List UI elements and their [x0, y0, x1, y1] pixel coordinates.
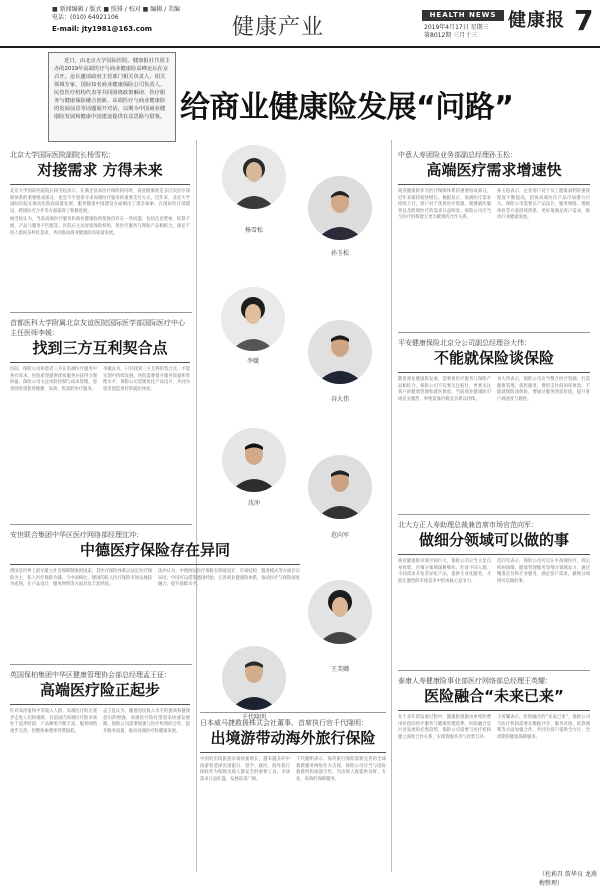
portrait-yang — [222, 145, 286, 209]
portrait-sun — [308, 176, 372, 240]
main-headline: 给商业健康险发展“问路” — [180, 90, 514, 125]
column-divider-right — [391, 140, 392, 872]
portrait-qian — [222, 646, 286, 710]
page-header — [0, 0, 600, 48]
article-columns — [10, 367, 190, 393]
section-divider — [398, 332, 590, 333]
intro-text: 近日，由北京大学国际医院、健康报社共同主办的2019年高端医疗与商业健康险高峰论坛在京召开。论坛邀请政府主管部门相关负责人、相关领域专家、国际知名商业健康保险公司负责人、民营医疗机构代表等共同围绕政策解读、医疗服务与健康保险融合创新、高端医疗与商业健康险的发展前景等话题展开对话，以期为中国商业健康险发展和健康中国建设提供有益思路与借鉴。 — [54, 58, 170, 120]
article-columns — [398, 377, 590, 403]
title-rule — [10, 564, 300, 565]
article-body: 随着商业健康险发展，需要将医疗服务与保险产品相结合。保险公司不仅要关注赔付，更要关注客户的健康管理和就医体验。当前商业健康险市场竞争激烈，单纯依靠价格竞争难以持续。 — [398, 377, 491, 402]
section-divider — [200, 712, 386, 713]
article-columns — [10, 569, 300, 589]
date-text: 2019年4月17日 星期三 — [424, 24, 489, 31]
article-body: 千代隆明表示，海外旅行保险需要完善的全球救援服务网络作为支撑，保险公司应当与国际救援机构加强合作，为出境人群提供及时、专业、高效的保障服务。 — [296, 757, 386, 782]
title-rule — [398, 710, 590, 711]
article-body: 孙玉松表示，企业客户对于员工健康福利的重视程度不断提高，团体高端医疗产品市场潜力巨大。保险公司需要在产品设计、服务网络、理赔体验等方面持续创新，更好地满足客户需求，推动行业健康发展。 — [497, 189, 590, 221]
article-li — [10, 318, 190, 393]
title-rule — [10, 362, 190, 363]
portrait-gu — [308, 320, 372, 384]
article-subhead: 首都医科大学附属北京友谊医院国际医学部国际医疗中心主任医师李媛： — [10, 319, 185, 337]
article-wang — [398, 676, 590, 741]
article-body-cont: 杨雪松认为，当前高端医疗服务和商业健康险的衔接仍存在一些问题，包括信息壁垒、结算不便、产品与服务不匹配等。医院应主动对接保险机构，将医疗服务与保险产品相结合，满足不同人群的多样化需求，共同推动商业健康险高质量发展。 — [10, 217, 190, 236]
article-body: 在十多年的发展过程中，健康险逐渐由单纯的费用补偿向医疗服务与健康管理延伸。医险融合是行业发展的必然趋势，保险公司需要与医疗机构建立深度合作关系，实现资源共享与优势互补。 — [398, 715, 491, 740]
caption-wang-meng: 王美卿 — [330, 666, 349, 673]
article-body: 王英耀表示，医险融合的“未来已来”，保险公司与医疗机构需要在数据共享、服务对接、结算便利等方面加强合作，共同为客户提供全方位、全周期的健康保障服务。 — [497, 715, 590, 740]
title-rule — [10, 184, 190, 185]
intro-box — [48, 52, 176, 142]
article-body: 北京大学国际医院院长杨雪松表示，在满足基本医疗保险的同时，商业健康险是多层次医疗保障体系的重要组成部分，也是不少患者寻求高端医疗服务的重要支付方式。近年来，北京大学国际医院在推动医院高质量发展、服务健康中国建设方面做出了诸多探索，在国际医疗部建设、跨国医疗合作等方面取得了积极进展。 — [10, 189, 190, 214]
section-divider — [10, 664, 192, 665]
article-body: 商业健康险市场空间巨大，保险公司应当立足自身优势，在细分领域深耕细作。针对不同人群、不同需求开发差异化产品，提供专业化服务，才能在激烈的市场竞争中形成核心竞争力。 — [398, 559, 491, 584]
article-subhead: 平安健康保险北京分公司副总经理谷大伟： — [398, 339, 531, 347]
issue-date — [424, 24, 489, 40]
article-meng — [10, 670, 190, 735]
article-body: 谷大伟表示，保险公司应当整合医疗资源，打造健康管理、就医服务、费用支付的闭环体验，不能就保险谈保险，要通过服务创造价值，提升客户满意度与黏性。 — [497, 377, 590, 402]
article-title: 不能就保险谈保险 — [433, 349, 554, 367]
article-title: 出境游带动海外旅行保险 — [210, 729, 376, 747]
article-subhead: 泰康人寿健康险事业部医疗网络部总经理王英耀： — [398, 677, 552, 685]
newspaper-name: 健康报 — [508, 10, 565, 31]
portrait-fan — [308, 455, 372, 519]
column-divider-left — [196, 140, 197, 872]
article-body: 德国是世界上最早建立社会保障制度的国家，其医疗保险体系以法定医疗保险为主、私人医疗保险为辅。与中国相比，德国的私人医疗保险市场发展较为成熟，在产品设计、服务网络等方面具有丰富经验。 — [10, 569, 152, 588]
issue-text: 第8012期 三月十三 — [424, 32, 478, 39]
caption-gu: 谷大伟 — [330, 396, 349, 403]
article-gu — [398, 338, 590, 403]
caption-qian: 千代隆明 — [241, 714, 266, 721]
caption-sun: 孙玉松 — [330, 250, 349, 257]
article-sun — [398, 150, 590, 222]
article-title: 高端医疗需求增速快 — [426, 161, 562, 179]
article-title: 找到三方互利契合点 — [32, 339, 168, 357]
header-editors: ■ 新闻编辑 / 版式 ■ 照排 / 校对 ■ 编辑 / 美编 — [52, 6, 181, 13]
caption-yang: 杨雪松 — [244, 227, 263, 234]
article-title: 医险融合“未来已来” — [424, 687, 564, 705]
article-subhead: 中意人寿团险业务部副总经理孙玉松： — [398, 151, 517, 159]
brand-english-label: HEALTH NEWS — [422, 10, 504, 21]
article-title: 中德医疗保险存在异同 — [79, 541, 230, 559]
caption-shen: 沈冲 — [247, 500, 260, 507]
article-columns — [398, 559, 590, 585]
article-body: 孟王征认为，随着居民收入水平的提高和健康意识的增强，高端医疗险有望迎来快速发展期。保险公司需要加强与医疗机构的合作，提升服务质量，推动高端医疗险健康发展。 — [103, 709, 190, 734]
title-rule — [398, 554, 590, 555]
editor-note: （杜莉召 詹华良 龙燕梅整理） — [539, 871, 597, 886]
article-body: 中国的出境旅游市场快速增长，越来越多的中国游客选择出国旅行、留学、就医。海外旅行保险作为保障出境人群安全的重要工具，市场需求日益旺盛，发展前景广阔。 — [200, 757, 290, 782]
portrait-li — [221, 287, 285, 351]
article-subhead: 日本威马捷救援株式会社董事、首席执行官千代隆明： — [200, 719, 368, 727]
article-yang — [10, 150, 190, 237]
article-title: 对接需求 方得未来 — [37, 161, 163, 179]
caption-li: 李媛 — [246, 358, 259, 365]
article-shen — [10, 530, 300, 589]
article-fan — [398, 520, 590, 585]
article-body: 沈冲认为，中德两国医疗保险在制度设计、市场结构、服务模式等方面存在异同，中国可以借鉴德国经验，完善商业健康险体系，推动医疗与保险深度融合，提升保障水平。 — [158, 569, 300, 588]
title-rule — [398, 372, 590, 373]
article-columns — [398, 715, 590, 741]
portrait-shen — [222, 428, 286, 492]
article-columns — [10, 709, 190, 735]
article-body: 针对高净值和中等收入人群，高端医疗险正逐步走进人们的视野。目前国内高端医疗险市场处于起步阶段，产品种类不断丰富，服务网络逐步完善，但整体渗透率仍然较低。 — [10, 709, 97, 734]
article-title: 高端医疗险正起步 — [39, 681, 160, 699]
section-divider — [10, 524, 192, 525]
title-rule — [10, 704, 190, 705]
header-contact-block — [52, 6, 180, 33]
article-title: 做细分领域可以做的事 — [418, 531, 569, 549]
title-rule — [200, 752, 386, 753]
article-subhead: 英国保柏集团中华区健康管理协会部总经理孟王征： — [10, 671, 171, 679]
caption-fan: 范向军 — [330, 532, 349, 539]
article-body: 李媛认为，只有找到三方互利的契合点，才能实现可持续发展。医院需要提升服务质量和管理水平，保险公司需要优化产品设计，共同为患者创造更好的就医体验。 — [103, 367, 190, 392]
article-body: 范向军表示，保险公司可以在中高端医疗、特定疾病保障、健康管理服务等细分领域发力，通过精准定位和专业服务，满足客户需求，做细分领域可以做的事。 — [497, 559, 590, 584]
header-email: E-mail: jty1981@163.com — [52, 25, 153, 33]
section-divider — [10, 312, 192, 313]
section-title: 健康产业 — [232, 15, 325, 40]
portrait-wang-meng — [308, 580, 372, 644]
section-divider — [398, 514, 590, 515]
article-body: 商业健康险作为医疗保障体系的重要组成部分，近年来保持较快增长。数据显示，高端医疗需求持续上升，客户对于优质医疗资源、便捷就医服务以及跨境医疗的需求日益明显。保险公司应当与医疗机构建立更为紧密的合作关系。 — [398, 189, 491, 221]
article-body: 医院、保险公司和患者三方在高端医疗服务中各有诉求。医院希望提供优质服务并获得合理回报，保险公司关注风险控制与成本管理，患者则希望获得便捷、高效、优质的医疗服务。 — [10, 367, 97, 392]
page-number: 7 — [574, 4, 594, 37]
article-columns — [200, 757, 386, 783]
article-subhead: 北大方正人寿助理总裁兼首席市场官范向军： — [398, 521, 538, 529]
article-subhead: 北京大学国际医院副院长杨雪松： — [10, 151, 115, 159]
article-subhead: 安世联合集团中华区医疗网络部经理沈冲： — [10, 531, 143, 539]
section-divider — [398, 670, 590, 671]
article-qian — [200, 718, 386, 783]
title-rule — [398, 184, 590, 185]
header-phone: 电话：(010) 64921106 — [52, 14, 119, 21]
article-columns — [398, 189, 590, 222]
